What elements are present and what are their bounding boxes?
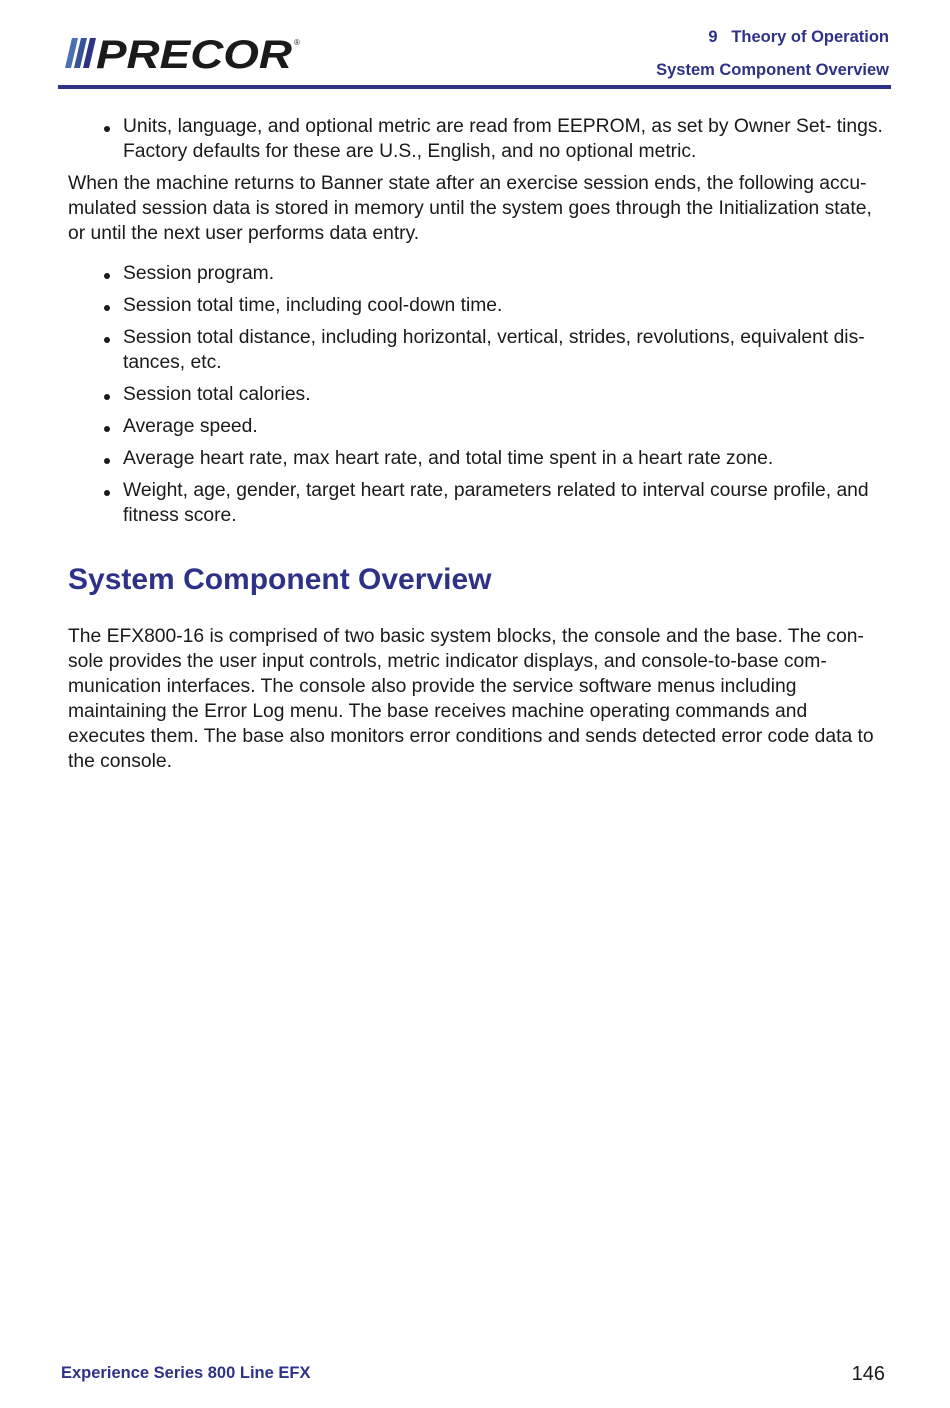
section-title: System Component Overview	[68, 563, 492, 596]
svg-text:®: ®	[294, 38, 300, 47]
intro-bullet-list	[68, 114, 886, 164]
list-item: Average speed.	[68, 414, 886, 439]
section-heading-header: System Component Overview	[656, 61, 889, 79]
list-item: Weight, age, gender, target heart rate, parameters related to interval course profile, and fitness score.	[68, 478, 886, 528]
header-breadcrumb	[656, 28, 889, 80]
overview-paragraph: The EFX800-16 is comprised of two basic system blocks, the console and the base. The con- sole provides the user input controls, metric indicator displays, and console-to-base com- munication interfaces. The console also provide the service software menus including maintaining the Error Log menu. The base receives machine operating commands and executes them. The base also monitors error conditions and sends detected error code data to the console.	[68, 626, 874, 772]
footer-product-name: Experience Series 800 Line EFX	[61, 1364, 311, 1382]
list-item: Session total distance, including horizontal, vertical, strides, revolutions, equivalent dis- tances, etc.	[68, 325, 886, 375]
list-item: Session total calories.	[68, 382, 886, 407]
session-data-bullet-list	[68, 261, 886, 528]
page-number: 146	[851, 1363, 885, 1385]
page-header	[58, 24, 891, 90]
page-body	[68, 114, 886, 789]
logo-text: PRECOR	[96, 33, 293, 72]
precor-logo	[62, 32, 302, 72]
list-item: Average heart rate, max heart rate, and total time spent in a heart rate zone.	[68, 446, 886, 471]
list-item: Session total time, including cool-down time.	[68, 293, 886, 318]
list-item: Units, language, and optional metric are read from EEPROM, as set by Owner Set- tings. Factory defaults for these are U.S., English, and no optional metric.	[68, 114, 886, 164]
header-divider	[58, 85, 891, 89]
chapter-title: 9 Theory of Operation	[708, 28, 889, 46]
list-item: Session program.	[68, 261, 886, 286]
banner-state-paragraph: When the machine returns to Banner state after an exercise session ends, the following accu- mulated session data is stored in memory until the system goes through the Initialization state, or until the next user performs data entry.	[68, 173, 872, 244]
